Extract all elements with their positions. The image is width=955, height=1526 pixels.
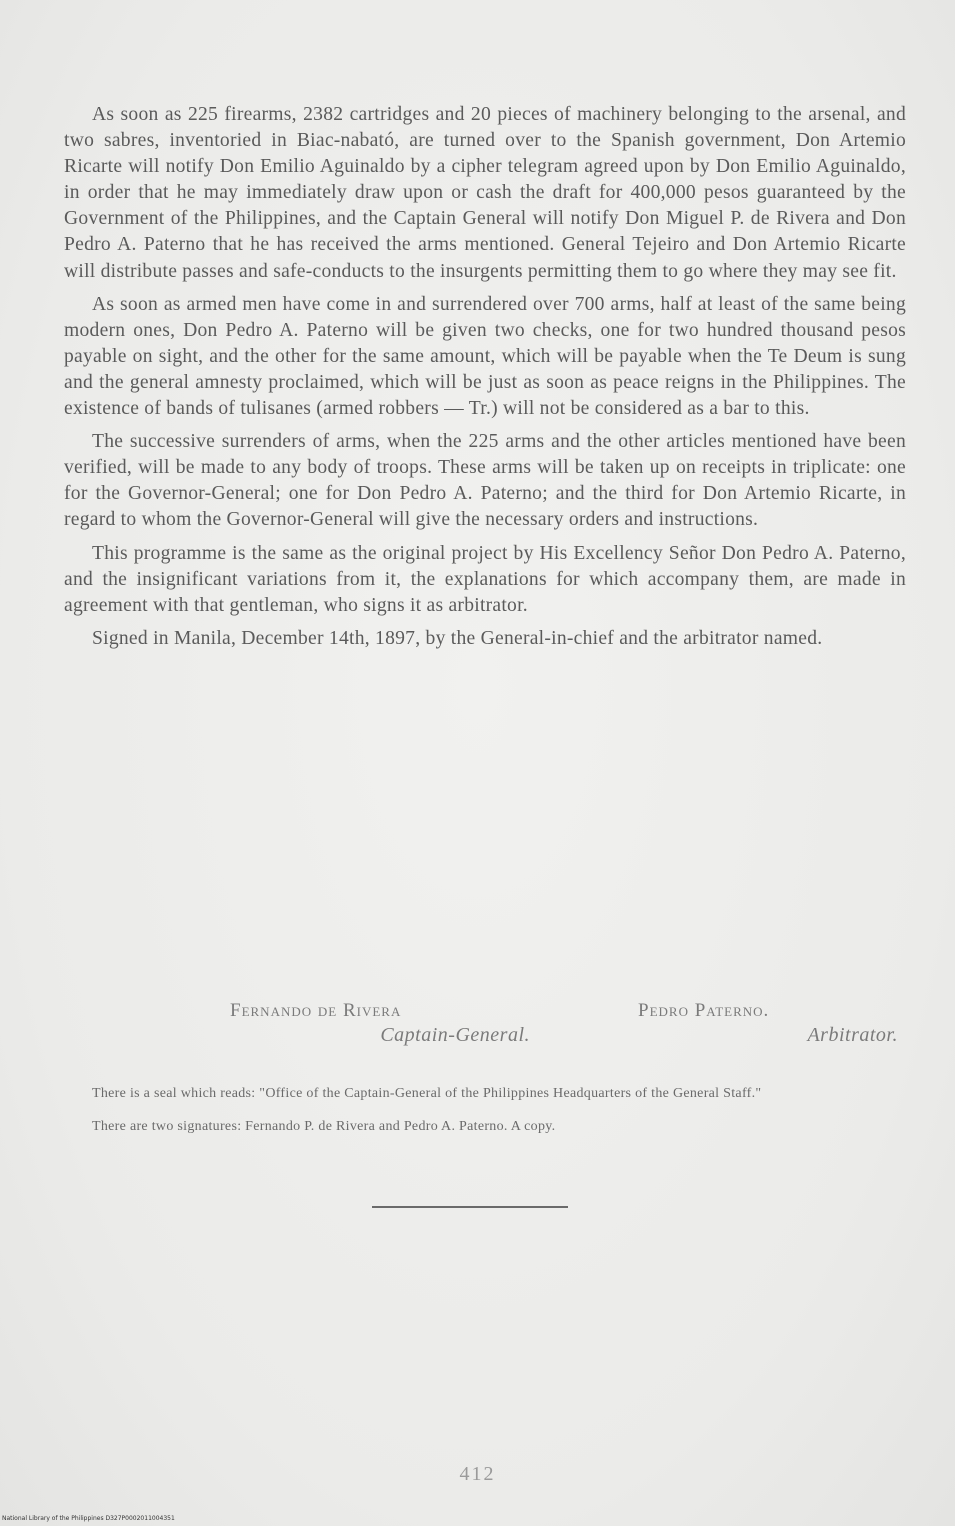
divider-rule (372, 1206, 568, 1208)
signature-arbitrator (638, 1000, 898, 1047)
paragraph-programme: This programme is the same as the original project by His Excellency Señor Don Pedro A. Paterno, and the insignificant variations from it, the explanations for which accompany them, are made in agreement with that gentleman, who signs it as arbitrator. (64, 542, 906, 616)
paragraph-successive-surrenders: The successive surrenders of arms, when the 225 arms and the other articles mentioned have been verified, will be made to any body of troops. These arms will be taken up on receipts in triplicate: one for the Governor-General; one for Don Pedro A. Paterno; and the third for Don Artemio Ricarte, in regard to whom the Governor-General will give the necessary orders and instructions. (64, 431, 906, 531)
note-seal: There is a seal which reads: "Office of the Captain-General of the Philippines Headquarters of the General Staff." (92, 1086, 762, 1101)
body-text (64, 102, 906, 659)
notes (64, 1084, 890, 1150)
footer-credit: National Library of the Philippines D327P0002011004351 (2, 1515, 175, 1522)
signature-block (64, 1000, 906, 1060)
note-signatures: There are two signatures: Fernando P. de Rivera and Pedro A. Paterno. A copy. (92, 1119, 556, 1134)
paragraph-checks: As soon as armed men have come in and surrendered over 700 arms, half at least of the same being modern ones, Don Pedro A. Paterno will be given two checks, one for two hundred thousand pesos payable on sight, and the other for the same amount, which will be payable when the Te Deum is sung and the general amnesty proclaimed, which will be just as soon as peace reigns in the Philippines. The existence of bands of tulisanes (armed robbers — Tr.) will not be considered as a bar to this. (64, 293, 906, 420)
paragraph-signed: Signed in Manila, December 14th, 1897, by the General-in-chief and the arbitrator named. (92, 627, 823, 649)
signatory-title: Arbitrator. (807, 1024, 898, 1046)
page-number: 412 (459, 1463, 496, 1485)
signatory-name: Fernando de Rivera (230, 1000, 402, 1021)
signature-captain-general (230, 1000, 530, 1047)
signatory-name: Pedro Paterno. (638, 1000, 770, 1021)
signatory-title: Captain-General. (380, 1024, 530, 1046)
paragraph-arms-surrender: As soon as 225 firearms, 2382 cartridges and 20 pieces of machinery belonging to the arsenal, and two sabres, inventoried in Biac-nabató, are turned over to the Spanish government, Don Artemio Ricarte will notify Don Emilio Aguinaldo by a cipher telegram agreed upon by Don Emilio Aguinaldo, in order that he may immediately draw upon or cash the draft for 400,000 pesos guaranteed by the Government of the Philippines, and the Captain General will notify Don Miguel P. de Rivera and Don Pedro A. Paterno that he has received the arms mentioned. General Tejeiro and Don Artemio Ricarte will distribute passes and safe-conducts to the insurgents permitting them to go where they may see fit. (64, 104, 906, 282)
